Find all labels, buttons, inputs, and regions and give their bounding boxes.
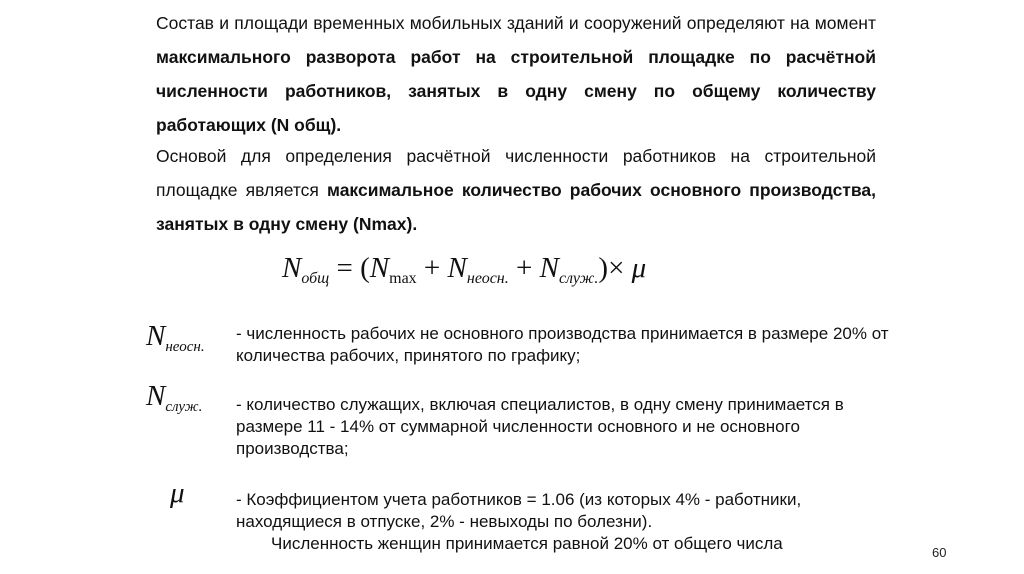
formula-times: )× [598,252,632,284]
formula-term-sluzh: N [539,252,559,284]
symbol-n-neosn [146,320,205,356]
formula-term-sluzh-sub: служ. [558,270,599,287]
formula-term-max: N [369,252,390,284]
page-number: 60 [932,545,947,560]
formula-term-max-sub: max [389,270,417,287]
basis-paragraph [156,139,876,241]
formula-term-neosn-sub: неосн. [466,270,509,287]
symbol-n-neosn-sub: неосн. [165,339,205,355]
symbol-mu: μ [170,477,185,509]
symbol-n-sluzh-sub: служ. [165,399,203,415]
formula-lhs: N [282,252,302,284]
symbol-n-neosn-main: N [146,320,166,352]
formula-plus-1: + [416,252,448,284]
formula-term-neosn: N [447,252,467,284]
women-share-note: Численность женщин принимается равной 20% от общего числа [271,534,783,553]
formula-mu: μ [631,252,647,284]
definition-n-sluzh: - количество служащих, включая специалистов, в одну смену принимается в размере 11 - 14% от суммарной численности основного и не основного производства; [236,395,844,458]
formula [282,252,646,288]
formula-lhs-sub: общ [301,270,330,287]
intro-paragraph [156,6,876,142]
symbol-n-sluzh-main: N [146,380,166,412]
symbol-n-sluzh [146,380,202,416]
formula-plus-2: + [508,252,540,284]
definition-mu: - Коэффициентом учета работников = 1.06 (из которых 4% - работники, находящиеся в отпуске, 2% - невыходы по болезни). [236,490,802,531]
intro-text: Состав и площади временных мобильных зданий и сооружений определяют на момент [156,13,876,33]
basis-bold-text: максимальное количество рабочих основного производства, занятых в одну смену (Nmax). [156,180,876,234]
intro-bold-text: максимального разворота работ на строительной площадке по расчётной численности работников, занятых в одну смену по общему количеству работающих (N общ). [156,47,876,135]
basis-text: Основой для определения расчётной численности работников на строительной площадке является [156,146,876,200]
formula-equals: = ( [329,252,370,284]
definition-n-neosn: - численность рабочих не основного производства принимается в размере 20% от количества рабочих, принятого по графику; [236,324,889,365]
